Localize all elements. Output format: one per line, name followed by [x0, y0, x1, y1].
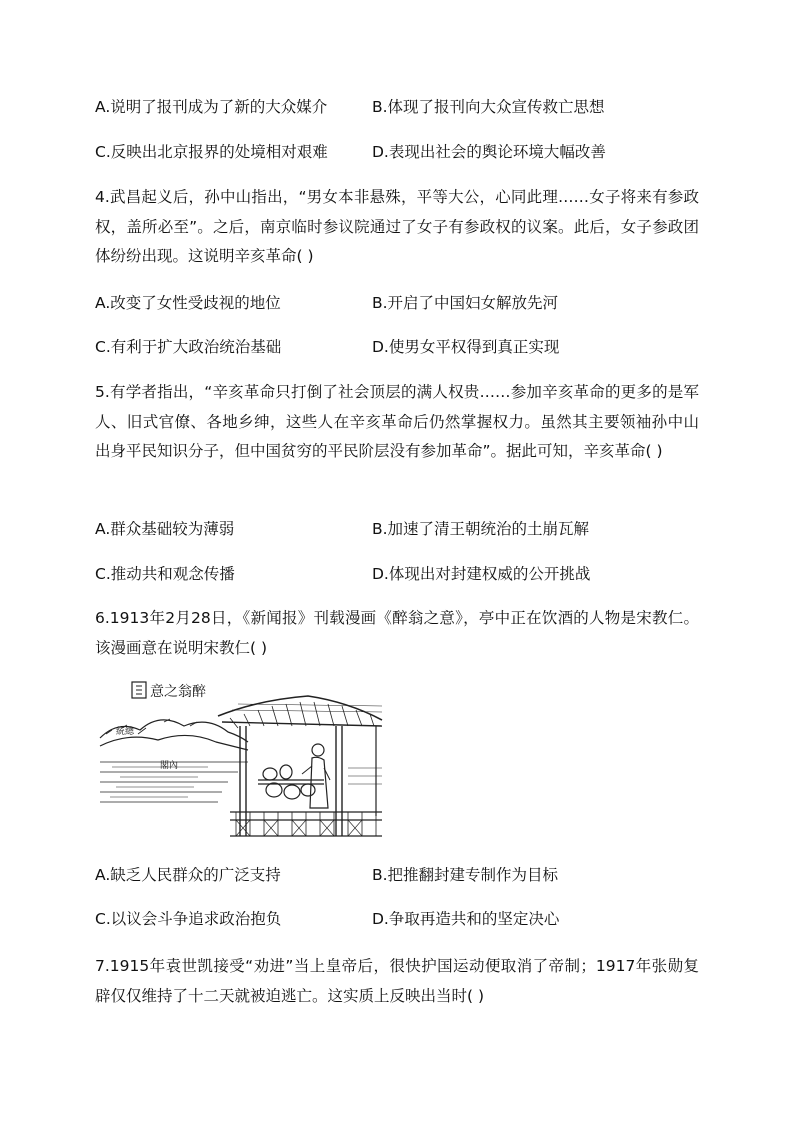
cartoon-label-president: 統總: [116, 727, 135, 737]
cartoon-drunkard-intent: [98, 676, 384, 844]
q5-option-b: B.加速了清王朝统治的土崩瓦解: [372, 520, 590, 538]
cartoon-title: 意之翁醉: [150, 684, 206, 700]
q6-option-c: C.以议会斗争追求政治抱负: [95, 910, 282, 928]
q6-option-b: B.把推翻封建专制作为目标: [372, 866, 559, 884]
q4-option-a: A.改变了女性受歧视的地位: [95, 294, 281, 312]
q3-option-d: D.表现出社会的舆论环境大幅改善: [372, 143, 606, 161]
cartoon-drawing: [98, 676, 384, 844]
q5-stem: 5.有学者指出，“辛亥革命只打倒了社会顶层的满人权贵……参加辛亥革命的更多的是军人、旧式官僚、各地乡绅，这些人在辛亥革命后仍然掌握权力。虽然其主要领袖孙中山出身平民知识分子，但中国贫穷的平民阶层没有参加革命”。据此可知，辛亥革命( ): [95, 383, 699, 460]
cartoon-seal-icon: [132, 682, 146, 698]
q4-option-c: C.有利于扩大政治统治基础: [95, 338, 282, 356]
cartoon-label-cabinet: 閣內: [160, 761, 179, 771]
q4-option-b: B.开启了中国妇女解放先河: [372, 294, 559, 312]
q5-option-c: C.推动共和观念传播: [95, 565, 235, 583]
q6-option-d: D.争取再造共和的坚定决心: [372, 910, 560, 928]
q3-option-c: C.反映出北京报界的处境相对艰难: [95, 143, 328, 161]
q3-option-a: A.说明了报刊成为了新的大众媒介: [95, 98, 328, 116]
q5-option-a: A.群众基础较为薄弱: [95, 520, 235, 538]
q7-stem: 7.1915年袁世凯接受“劝进”当上皇帝后，很快护国运动便取消了帝制；1917年张勋复辟仅仅维持了十二天就被迫逃亡。这实质上反映出当时( ): [95, 957, 699, 1005]
q6-stem: 6.1913年2月28日，《新闻报》刊载漫画《醉翁之意》，亭中正在饮酒的人物是宋教仁。该漫画意在说明宋教仁( ): [95, 609, 699, 657]
q3-option-b: B.体现了报刊向大众宣传救亡思想: [372, 98, 605, 116]
q4-stem: 4.武昌起义后，孙中山指出，“男女本非悬殊，平等大公，心同此理……女子将来有参政权，盖所必至”。之后，南京临时参议院通过了女子有参政权的议案。此后，女子参政团体纷纷出现。这说明辛亥革命( ): [95, 188, 699, 265]
q4-option-d: D.使男女平权得到真正实现: [372, 338, 560, 356]
q5-option-d: D.体现出对封建权威的公开挑战: [372, 565, 591, 583]
q6-option-a: A.缺乏人民群众的广泛支持: [95, 866, 281, 884]
